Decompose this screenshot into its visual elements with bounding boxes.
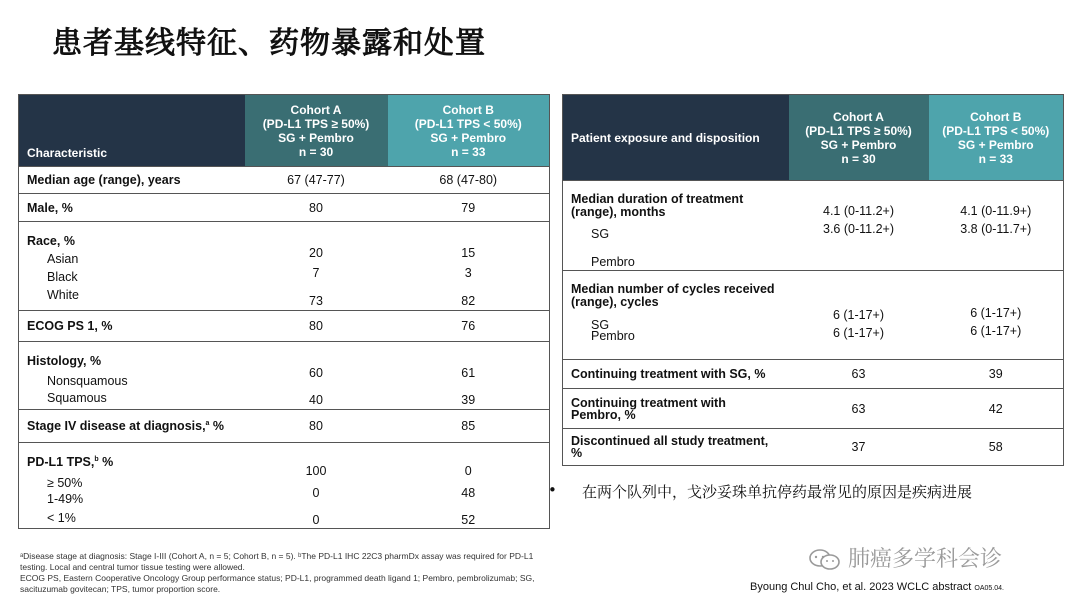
table-row: Race, % Asian Black White 20 7 73 15 3 82 (19, 222, 550, 311)
table-row: Discontinued all study treatment, % 37 58 (563, 429, 1064, 466)
header-cohort-b: Cohort B (PD-L1 TPS < 50%) SG + Pembro n = 33 (929, 95, 1064, 181)
table-row: Median duration of treatment (range), months SG Pembro 4.1 (0-11.2+) 3.6 (0-11.2+) 4.1 (0-11.9+) 3.8 (0-11.7+) (563, 181, 1064, 271)
watermark: 肺癌多学科会诊 (808, 542, 1002, 573)
table-row: ECOG PS 1, % 80 76 (19, 311, 550, 342)
exposure-disposition-table (562, 94, 1064, 466)
header-exposure: Patient exposure and disposition (563, 95, 789, 181)
header-cohort-b: Cohort B (PD-L1 TPS < 50%) SG + Pembro n = 33 (388, 95, 550, 167)
table-row: Histology, % Nonsquamous Squamous 60 40 61 39 (19, 342, 550, 410)
citation: Byoung Chul Cho, et al. 2023 WCLC abstract OA05.04. (750, 581, 1004, 593)
table-row: Continuing treatment with SG, % 63 39 (563, 360, 1064, 389)
header-characteristic: Characteristic (19, 95, 245, 167)
table-row: Median age (range), years 67 (47-77) 68 (47-80) (19, 167, 550, 194)
table-row: PD-L1 TPS,$^b$ % ≥ 50% 1-49% < 1% 100 0 0 0 48 52 (19, 443, 550, 529)
page-title: 患者基线特征、药物暴露和处置 (52, 26, 486, 61)
table-row: Median number of cycles received (range), cycles SG Pembro 6 (1-17+) 6 (1-17+) 6 (1-17+) 6 (1-17+) (563, 271, 1064, 360)
baseline-characteristics-table (18, 94, 550, 529)
table-row: Continuing treatment with Pembro, % 63 42 (563, 389, 1064, 429)
wechat-icon (808, 549, 842, 571)
footnote: ᵃDisease stage at diagnosis: Stage I-III (Cohort A, n = 5; Cohort B, n = 5). ᵇThe PD-L1 IHC 22C3 pharmDx assay was required for PD-L1 testing. Local and central tumor tissue testing were allowed. ECOG PS, Eastern Cooperative Oncology Group performance status; PD-L1, programmed death ligand 1; Pembro, pembrolizumab; SG, sacituzumab govitecan; TPS, tumor proportion score. (20, 551, 535, 594)
header-cohort-a: Cohort A (PD-L1 TPS ≥ 50%) SG + Pembro n = 30 (245, 95, 388, 167)
table-row: Stage IV disease at diagnosis,$^a$ % 80 85 (19, 410, 550, 443)
header-cohort-a: Cohort A (PD-L1 TPS ≥ 50%) SG + Pembro n = 30 (789, 95, 929, 181)
table-row: Male, % 80 79 (19, 194, 550, 222)
bullet-dot: • (548, 481, 557, 499)
